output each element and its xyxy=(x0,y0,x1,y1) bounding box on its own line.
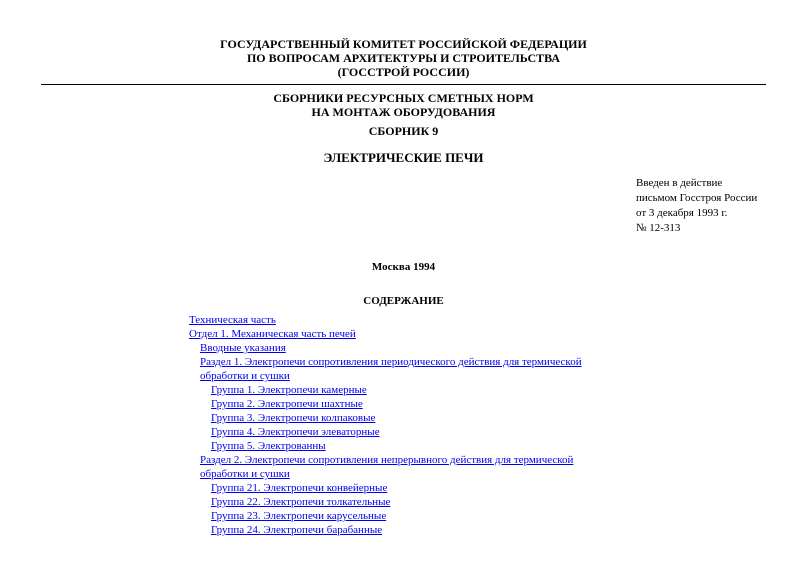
toc-link-group-1[interactable]: Группа 1. Электропечи камерные xyxy=(211,384,367,396)
toc-link-group-5[interactable]: Группа 5. Электрованны xyxy=(211,440,326,452)
toc-heading: СОДЕРЖАНИЕ xyxy=(363,295,444,307)
enactment-note-line-1: Введен в действие xyxy=(636,177,723,189)
toc-link-group-21[interactable]: Группа 21. Электропечи конвейерные xyxy=(211,482,388,494)
toc-link-group-22[interactable]: Группа 22. Электропечи толкательные xyxy=(211,496,391,508)
toc-link-technical-part[interactable]: Техническая часть xyxy=(189,314,276,326)
toc-link-group-4[interactable]: Группа 4. Электропечи элеваторные xyxy=(211,426,380,438)
toc-link-section-1-continued[interactable]: обработки и сушки xyxy=(200,370,290,382)
toc-link-introductory-notes[interactable]: Вводные указания xyxy=(200,342,286,354)
collection-title-line-1: СБОРНИКИ РЕСУРСНЫХ СМЕТНЫХ НОРМ xyxy=(273,91,534,105)
toc-link-section-1[interactable]: Раздел 1. Электропечи сопротивления периодического действия для термической xyxy=(200,356,582,368)
toc-link-group-23[interactable]: Группа 23. Электропечи карусельные xyxy=(211,510,387,522)
enactment-note-line-2: письмом Госстроя России xyxy=(636,192,758,204)
place-and-year: Москва 1994 xyxy=(371,261,436,273)
enactment-note-line-3: от 3 декабря 1993 г. xyxy=(636,207,728,219)
toc-link-section-2-continued[interactable]: обработки и сушки xyxy=(200,468,290,480)
collection-number: СБОРНИК 9 xyxy=(368,124,439,138)
committee-name-line-1: ГОСУДАРСТВЕННЫЙ КОМИТЕТ РОССИЙСКОЙ ФЕДЕРАЦИИ xyxy=(220,37,587,51)
toc-link-group-2[interactable]: Группа 2. Электропечи шахтные xyxy=(211,398,363,410)
enactment-note xyxy=(636,176,757,236)
table-of-contents xyxy=(189,313,609,537)
collection-subject-title: ЭЛЕКТРИЧЕСКИЕ ПЕЧИ xyxy=(323,150,484,165)
toc-link-group-3[interactable]: Группа 3. Электропечи колпаковые xyxy=(211,412,376,424)
committee-name-line-3: (ГОССТРОЙ РОССИИ) xyxy=(337,65,470,79)
committee-name-line-2: ПО ВОПРОСАМ АРХИТЕКТУРЫ И СТРОИТЕЛЬСТВА xyxy=(246,51,561,65)
toc-link-section-2[interactable]: Раздел 2. Электропечи сопротивления непрерывного действия для термической xyxy=(200,454,574,466)
enactment-note-line-4: № 12-313 xyxy=(636,222,681,234)
header-divider xyxy=(41,84,766,85)
toc-link-group-24[interactable]: Группа 24. Электропечи барабанные xyxy=(211,524,383,536)
collection-title-line-2: НА МОНТАЖ ОБОРУДОВАНИЯ xyxy=(311,105,496,119)
toc-link-department-1[interactable]: Отдел 1. Механическая часть печей xyxy=(189,328,356,340)
